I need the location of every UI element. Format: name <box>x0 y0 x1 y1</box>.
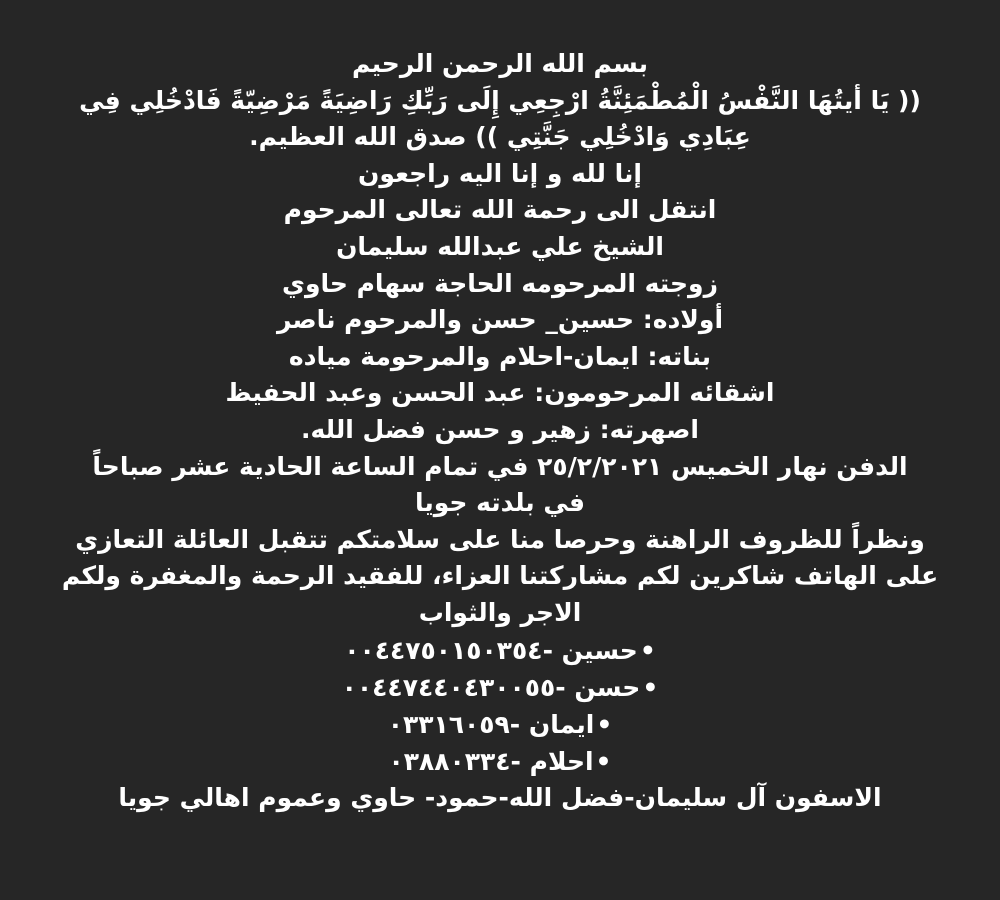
wife-line: زوجته المرحومه الحاجة سهام حاوي <box>282 268 718 298</box>
condolence-notice-line-2: على الهاتف شاكرين لكم مشاركتنا العزاء، للفقيد الرحمة والمغفرة ولكم <box>61 561 939 591</box>
basmala-line: بسم الله الرحمن الرحيم <box>352 49 648 78</box>
bullet-dot: • <box>642 672 659 702</box>
contact-name: ايمان <box>528 709 595 739</box>
contact-phone: ٠٠٤٤٧٤٤٠٤٣٠٠٥٥ <box>341 672 556 702</box>
contact-item-hussein <box>0 632 1000 669</box>
contact-separator: - <box>542 635 562 665</box>
bullet-dot: • <box>639 635 656 665</box>
daughters-line: بناته: ايمان-احلام والمرحومة مياده <box>288 341 712 371</box>
burial-line-2: في بلدته جويا <box>414 488 586 518</box>
inna-lillah-line: إنا لله و إنا اليه راجعون <box>358 158 642 188</box>
contact-item-ahlam <box>0 743 1000 780</box>
contact-name: حسن <box>574 672 641 702</box>
bullet-dot: • <box>595 746 612 776</box>
contact-item-iman <box>0 706 1000 743</box>
sons-line: أولاده: حسين_ حسن والمرحوم ناصر <box>276 305 724 335</box>
contact-phone: ٠٣٣١٦٠٥٩ <box>387 709 510 739</box>
contact-list <box>0 632 1000 780</box>
contact-separator: - <box>509 709 529 739</box>
closing-families-line: الاسفون آل سليمان-فضل الله-حمود- حاوي وعموم اهالي جويا <box>118 782 882 812</box>
brothers-line: اشقائه المرحومون: عبد الحسن وعبد الحفيظ <box>225 378 775 408</box>
contact-separator: - <box>555 672 575 702</box>
bullet-dot: • <box>596 709 613 739</box>
in-laws-line: اصهرته: زهير و حسن فضل الله. <box>301 414 699 444</box>
contact-name: حسين <box>561 635 638 665</box>
passed-away-line: انتقل الى رحمة الله تعالى المرحوم <box>283 195 717 225</box>
deceased-name: الشيخ علي عبدالله سليمان <box>336 231 664 261</box>
condolence-notice-line-3: الاجر والثواب <box>418 597 582 627</box>
contact-name: احلام <box>529 746 594 776</box>
contact-item-hassan <box>0 669 1000 706</box>
condolence-notice-line-1: ونظراً للظروف الراهنة وحرصا منا على سلامتكم تتقبل العائلة التعازي <box>75 524 925 554</box>
burial-line-1: الدفن نهار الخميس ٢٥/٢/٢٠٢١ في تمام الساعة الحادية عشر صباحاً <box>92 451 908 481</box>
contact-phone: ٠٣٨٨٠٣٣٤ <box>388 746 511 776</box>
contact-separator: - <box>510 746 530 776</box>
quran-verse-line-2: عِبَادِي وَادْخُلِي جَنَّتِي )) صدق الله العظيم. <box>249 122 751 152</box>
contact-phone: ٠٠٤٤٧٥٠١٥٠٣٥٤ <box>344 635 543 665</box>
quran-verse-line-1: (( يَا أيتُهَا النَّفْسُ الْمُطْمَئِنَّةُ ارْجِعِي إِلَى رَبِّكِ رَاضِيَةً مَرْضِيّةً فَادْخُلِي فِي <box>79 85 921 115</box>
